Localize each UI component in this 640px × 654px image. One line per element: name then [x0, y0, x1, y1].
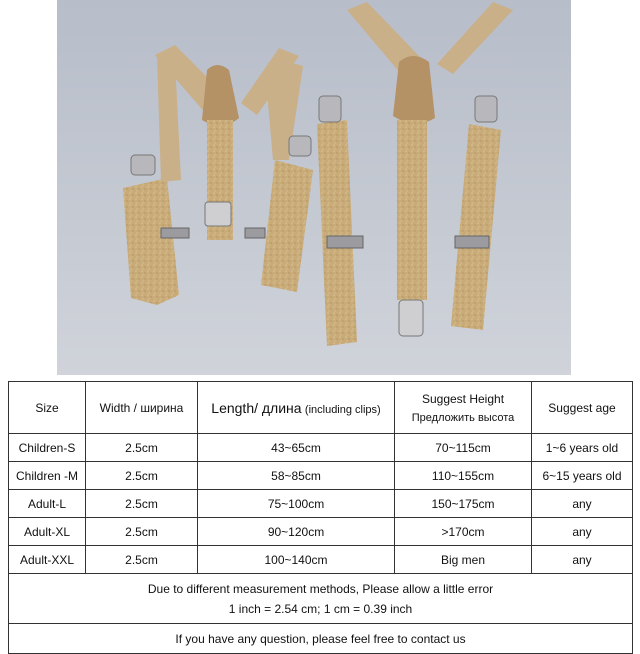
header-height — [395, 382, 532, 434]
table-contact-row — [9, 624, 633, 654]
header-size: Size — [9, 382, 86, 434]
cell-length: 75~100cm — [198, 490, 395, 518]
header-length — [198, 382, 395, 434]
cell-age: 6~15 years old — [532, 462, 633, 490]
cell-length: 90~120cm — [198, 518, 395, 546]
cell-width: 2.5cm — [86, 434, 198, 462]
header-length-main: Length/ длина — [211, 399, 302, 416]
size-table — [8, 381, 633, 654]
cell-width: 2.5cm — [86, 490, 198, 518]
cell-width: 2.5cm — [86, 462, 198, 490]
cell-height: 110~155cm — [395, 462, 532, 490]
cell-size: Adult-XL — [9, 518, 86, 546]
note-line-1: Due to different measurement methods, Please allow a little error — [147, 581, 494, 596]
cell-age: any — [532, 518, 633, 546]
suspender-small — [123, 45, 313, 305]
table-row — [9, 434, 633, 462]
header-length-note: (including clips) — [304, 403, 381, 416]
table-row — [9, 546, 633, 574]
product-photo — [57, 0, 571, 375]
cell-height: 150~175cm — [395, 490, 532, 518]
table-row — [9, 490, 633, 518]
cell-age: any — [532, 546, 633, 574]
cell-size: Adult-XXL — [9, 546, 86, 574]
cell-height: >170cm — [395, 518, 532, 546]
suspender-large — [317, 2, 513, 346]
table-row — [9, 462, 633, 490]
header-width: Width / ширина — [86, 382, 198, 434]
table-note-row — [9, 574, 633, 624]
cell-length: 43~65cm — [198, 434, 395, 462]
cell-age: any — [532, 490, 633, 518]
cell-width: 2.5cm — [86, 546, 198, 574]
header-height-line1: Suggest Height — [421, 391, 505, 406]
cell-size: Children -M — [9, 462, 86, 490]
cell-age: 1~6 years old — [532, 434, 633, 462]
header-age: Suggest age — [532, 382, 633, 434]
table-header-row — [9, 382, 633, 434]
measurement-note — [9, 574, 633, 624]
cell-length: 58~85cm — [198, 462, 395, 490]
cell-size: Adult-L — [9, 490, 86, 518]
cell-height: 70~115cm — [395, 434, 532, 462]
cell-width: 2.5cm — [86, 518, 198, 546]
cell-length: 100~140cm — [198, 546, 395, 574]
cell-size: Children-S — [9, 434, 86, 462]
table-row — [9, 518, 633, 546]
note-line-2: 1 inch = 2.54 cm; 1 cm = 0.39 inch — [228, 601, 413, 616]
contact-note: If you have any question, please feel free to contact us — [9, 624, 633, 654]
header-height-line2: Предложить высота — [411, 411, 515, 424]
cell-height: Big men — [395, 546, 532, 574]
